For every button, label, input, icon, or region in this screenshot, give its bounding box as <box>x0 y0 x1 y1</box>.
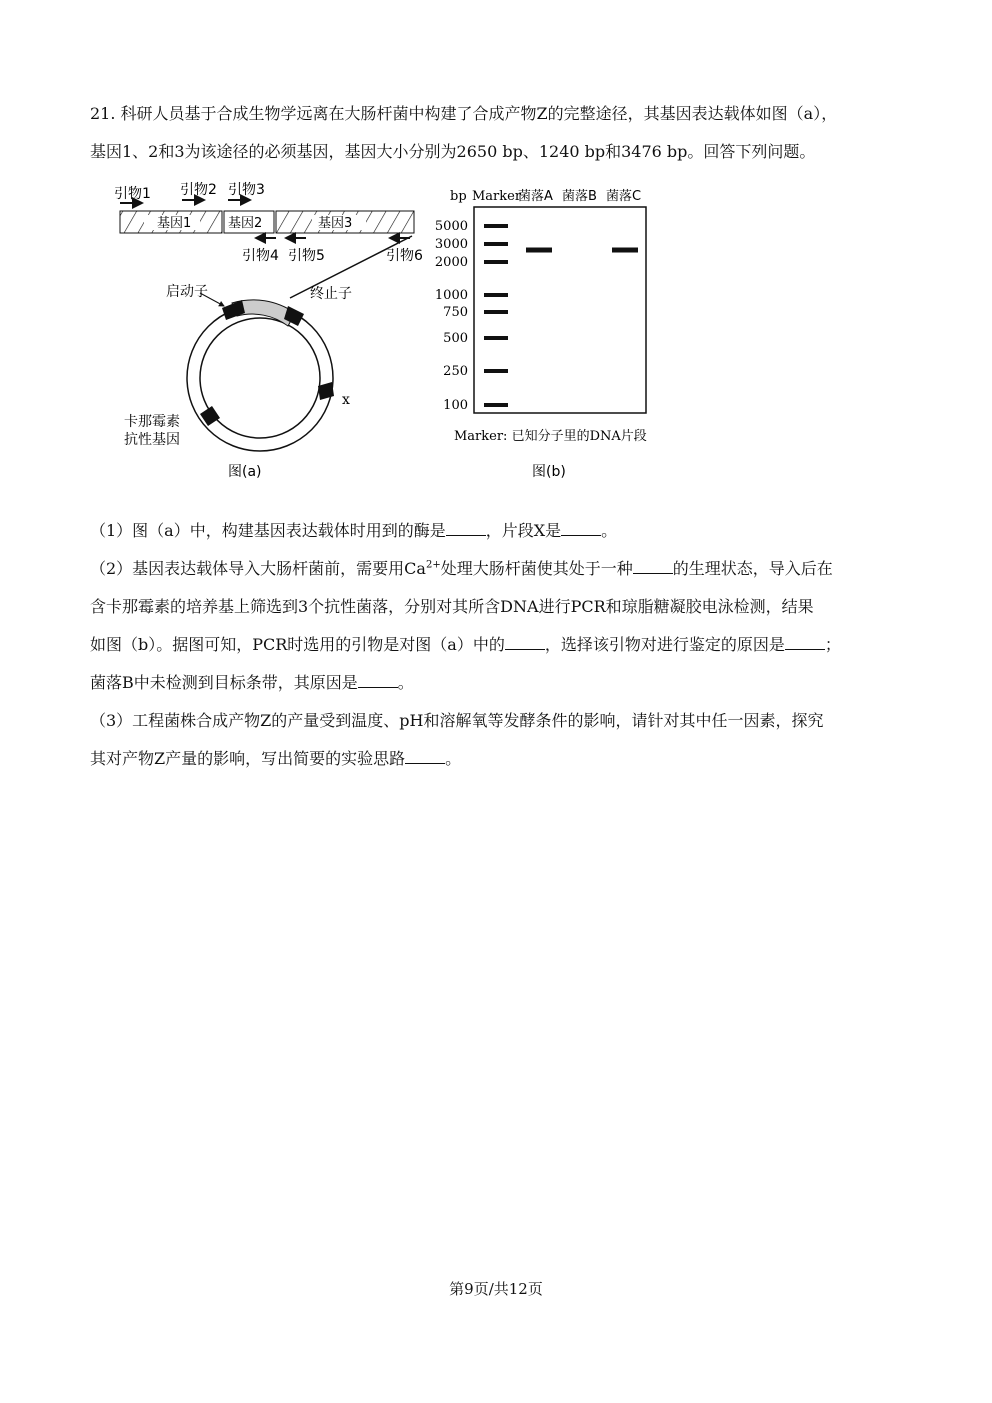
marker-tick-label: 2000 <box>434 255 468 270</box>
marker-note: Marker: 已知分子里的DNA片段 <box>454 429 647 444</box>
primer-5-label: 引物5 <box>288 248 325 264</box>
resistance-label-1: 卡那霉素 <box>124 414 180 430</box>
resistance-label-2: 抗性基因 <box>124 432 180 448</box>
colony-b-header: 菌落B <box>562 189 597 204</box>
marker-tick-label: 750 <box>443 305 468 320</box>
marker-band <box>484 310 508 314</box>
marker-band <box>484 260 508 264</box>
q2-line-4: 菌落B中未检测到目标条带，其原因是 。 <box>90 673 414 692</box>
answer-blank[interactable] <box>405 749 445 764</box>
q3-line-1: （3）工程菌株合成产物Z的产量受到温度、pH和溶解氧等发酵条件的影响，请针对其中任一因素，探究 <box>90 711 824 730</box>
marker-tick-label: 100 <box>443 398 468 413</box>
marker-tick-label: 500 <box>443 331 468 346</box>
question-intro <box>90 95 902 171</box>
q2-line-1: （2）基因表达载体导入大肠杆菌前，需要用$Ca^{2+}$处理大肠杆菌使其处于一种 的生理状态，导入后在 <box>90 559 833 578</box>
sample-band <box>612 248 638 253</box>
sample-band <box>526 248 552 253</box>
marker-band <box>484 403 508 407</box>
plasmid-ring-inner <box>200 318 320 438</box>
figure-a <box>100 178 440 488</box>
fragment-x-block <box>318 382 334 400</box>
intro-line-1: 21. 科研人员基于合成生物学远离在大肠杆菌中构建了合成产物Z的完整途径，其基因表达载体如图（a）， <box>90 104 838 123</box>
colony-a-header: 菌落A <box>518 189 553 204</box>
page-footer: 第9页/共12页 <box>449 1280 543 1298</box>
marker-header: Marker <box>472 189 522 204</box>
primer-6-label: 引物6 <box>386 248 423 264</box>
answer-blank[interactable] <box>633 559 673 574</box>
intro-line-2: 基因1、2和3为该途径的必须基因，基因大小分别为2650 bp、1240 bp和3476 bp。回答下列问题。 <box>90 142 816 161</box>
question-body <box>90 512 902 778</box>
marker-band <box>484 369 508 373</box>
marker-band <box>484 224 508 228</box>
marker-tick-label: 3000 <box>434 237 468 252</box>
gene-3-label: 基因3 <box>318 216 353 231</box>
figure-a-caption: 图(a) <box>228 464 262 480</box>
answer-blank[interactable] <box>446 521 486 536</box>
q2-line-2: 含卡那霉素的培养基上筛选到3个抗性菌落，分别对其所含DNA进行PCR和琼脂糖凝胶电泳检测，结果 <box>90 597 814 616</box>
figure-b <box>434 180 684 485</box>
marker-tick-label: 5000 <box>434 219 468 234</box>
primer-3-label: 引物3 <box>228 182 265 198</box>
marker-band <box>484 336 508 340</box>
q1: （1）图（a）中，构建基因表达载体时用到的酶是 ，片段X是 。 <box>90 521 618 540</box>
primer-4-label: 引物4 <box>242 248 279 264</box>
answer-blank[interactable] <box>785 635 825 650</box>
bp-header: bp <box>450 189 467 204</box>
figure-b-caption: 图(b) <box>532 464 566 480</box>
primer-2-label: 引物2 <box>180 182 217 198</box>
marker-band <box>484 242 508 246</box>
terminator-label: 终止子 <box>310 286 352 302</box>
marker-tick-label: 250 <box>443 364 468 379</box>
gene-2-label: 基因2 <box>228 216 263 231</box>
answer-blank[interactable] <box>561 521 601 536</box>
gene-1-label: 基因1 <box>157 216 192 231</box>
answer-blank[interactable] <box>505 635 545 650</box>
plasmid-ring-outer <box>187 305 333 451</box>
primer-1-label: 引物1 <box>114 186 151 202</box>
colony-c-header: 菌落C <box>606 189 642 204</box>
answer-blank[interactable] <box>358 673 398 688</box>
q3-line-2: 其对产物Z产量的影响，写出简要的实验思路 。 <box>90 749 462 768</box>
marker-band <box>484 293 508 297</box>
promoter-label: 启动子 <box>166 284 208 300</box>
fragment-x-label: x <box>342 392 350 408</box>
q2-line-3: 如图（b）。据图可知，PCR时选用的引物是对图（a）中的 ，选择该引物对进行鉴定的原因是 ； <box>90 635 841 654</box>
marker-tick-label: 1000 <box>434 288 468 303</box>
